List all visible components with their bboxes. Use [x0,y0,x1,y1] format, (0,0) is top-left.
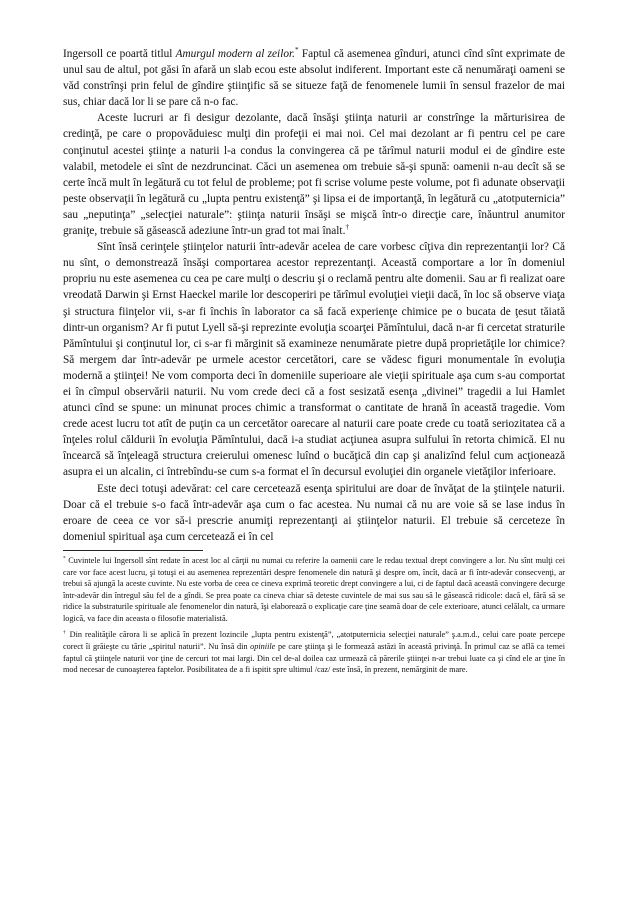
footnote-separator [63,550,203,551]
footnote-marker: † [345,222,350,232]
footnote-marker: * [294,45,299,55]
paragraph [63,46,565,110]
text-run: Sînt însă cerinţele ştiinţelor naturii într-adevăr acelea de care vorbesc cîţiva din reprezentanţii lor? Că nu sînt, o demonstrează însăşi comportarea acestor reprezentanţi. Această comportare a lor în domeniul propriu nu este asemenea cu cea pe care mulţi o descriu şi o reclamă pentru alte domenii. Sau ar fi realizat oare vreodată Darwin şi Ernst Haeckel marile lor descoperiri pe tărîmul evoluţiei vieţii dacă, în loc să observe viaţa şi structura fiinţelor vii, s-ar fi închis în laborator ca să facă experienţe chimice pe o bucata de ţesut tăiată dintr-un organism? Ar fi putut Lyell să-şi reprezinte evoluţia scoarţei Pămîntului, dacă n-ar fi cercetat straturile Pămîntului şi conţinutul lor, ci s-ar fi mărginit să examineze nenumărate pietre după proprietăţile lor chimice? Să mergem dar într-adevăr pe urmele acestor cercetători, care se vădesc figuri monumentale în evoluţia modernă a ştiinţei! Ne vom comporta deci în domeniile superioare ale vieţii spirituale aşa cum s-au comportat ei în cîmpul observării naturii. Nu vom crede deci că a fost sesizată esenţa „divinei” tragedii a lui Hamlet atunci cînd se spune: un minunat proces chimic a transformat o cantitate de hrană în această tragedie. Vom crede acest lucru tot atît de puţin ca un cercetător oarecare al naturii care poate crede cu toată seriozitatea că a înţeles rolul căldurii în evoluţia Pămîntului, dacă i-a studiat acţiunea asupra sulfului în retorta chimică. El nu încearcă să înţeleagă structura creierului omenesc luînd o bucăţică din cap şi analizînd felul cum acţionează asupra ei un alcalin, ci întrebîndu-se cum s-a format el în decursul evoluţiei din organele vietăţilor inferioare. [63,241,565,479]
text-run: Cuvintele lui Ingersoll sînt redate în acest loc al cărţii nu numai cu referire la oamenii care le redau textual drept convingere a lor. Nu sînt mulţi cei care vor face acest lucru, şi totuşi ei au asemenea reprezentări despre fenomenele din natură şi despre om, încît, dacă ar fi într-adevăr consecvenţi, ar trebui să ajungă la aceste cuvinte. Nu este vorba de ceea ce cineva exprimă teoretic drept convingere a lui, ci de faptul dacă această convingere decurge într-adevăr din întregul său fel de a gîndi. Se prea poate ca cineva chiar să deteste cuvintele de mai sus sau să le găsească ridicole: dacă el, fără să se ridice la substraturile spirituale ale fenomenelor din natură, îşi elaborează o explicaţie care ţine seamă doar de cele exterioare, atunci celălalt, ca urmare logică, va face din aceasta o filosofie materialistă. [63,555,565,623]
footnote-marker: * [63,555,66,562]
footnote-marker: † [63,629,67,636]
text-run: Faptul că asemenea gînduri, atunci cînd sînt exprimate de unul sau de altul, pot găsi în afară un slab ecou este absolut indiferent. Important este că nenumăraţi oameni se văd constrînşi prin felul de gîndire ştiinţific să se situeze faţă de fenomenele lumii în sensul frazelor de mai sus, chiar dacă lor li se pare că n-o fac. [63,48,565,109]
italic-text: opiniile [250,642,276,652]
footnotes [63,555,565,676]
text-run: Este deci totuşi adevărat: cel care cercetează esenţa spiritului are doar de învăţat de la ştiinţele naturii. Doar că el trebuie s-o facă într-adevăr aşa cum o fac acestea. Nu numai că nu are voie să se lase indus în eroare de ceea ce vor să-i prescrie anumiţi reprezentanţi ai ştiinţelor naturii. El trebuie să cerceteze în domeniul spiritual aşa cum cercetează ei în cel [63,482,565,543]
text-run: Aceste lucruri ar fi desigur dezolante, dacă însăşi ştiinţa naturii ar constrînge la mărturisirea de credinţă, pe care o propovăduiesc mulţi din profeţii ei mai noi. Cel mai dezolant ar fi pentru cel pe care conţinutul acestei ştiinţe a naturii l-a condus la convingerea că pe tărîmul naturii modul ei de gîndire este valabil, metodele ei sînt de nezdruncinat. Căci un asemenea om trebuie să-şi spună: oamenii n-au decît să se certe încă mult în legătură cu tot felul de probleme; pot fi scrise volume peste volume, pot fi adunate observaţii peste observaţii în legătură cu „lupta pentru existenţă” şi lipsa ei de importanţă, în legătură cu „atotputernicia” sau „neputinţa” „selecţiei naturale”: ştiinţa naturii însăşi se mişcă într-o direcţie care, înăuntrul anumitor graniţe, trebuie să găsească adeziune într-un grad tot mai înalt. [63,112,565,238]
book-page [63,46,565,676]
text-run: Din realităţile cărora li se aplică în prezent lozincile „lupta pentru existenţă”, „atotputernicia selecţiei naturale” ş.a.m.d., celui care poate percepe corect îi grăieşte cu tărie „spiritul naturii”. Nu însă din [63,630,565,652]
paragraph [63,110,565,239]
footnote [63,629,565,675]
body-text [63,46,565,545]
text-run: Ingersoll ce poartă titlul [63,48,176,60]
italic-text: Amurgul modern al zeilor. [175,48,295,60]
paragraph [63,239,565,480]
paragraph [63,481,565,545]
text-run: pe care ştiinţa şi le formează astăzi în această privinţă. În primul caz se află ca temei faptul că ştiinţele naturii vor ţine de cercuri tot mai largi. Din cel de-al doilea caz urmează că părerile ştiinţei n-ar trebui luate ca şi cînd ele ar ţine în mod necesar de cunoaşterea faptelor. Posibilitatea de a fi ispitit spre ultimul /caz/ este însă, în prezent, nemărginit de mare. [63,642,566,675]
footnote [63,555,565,625]
